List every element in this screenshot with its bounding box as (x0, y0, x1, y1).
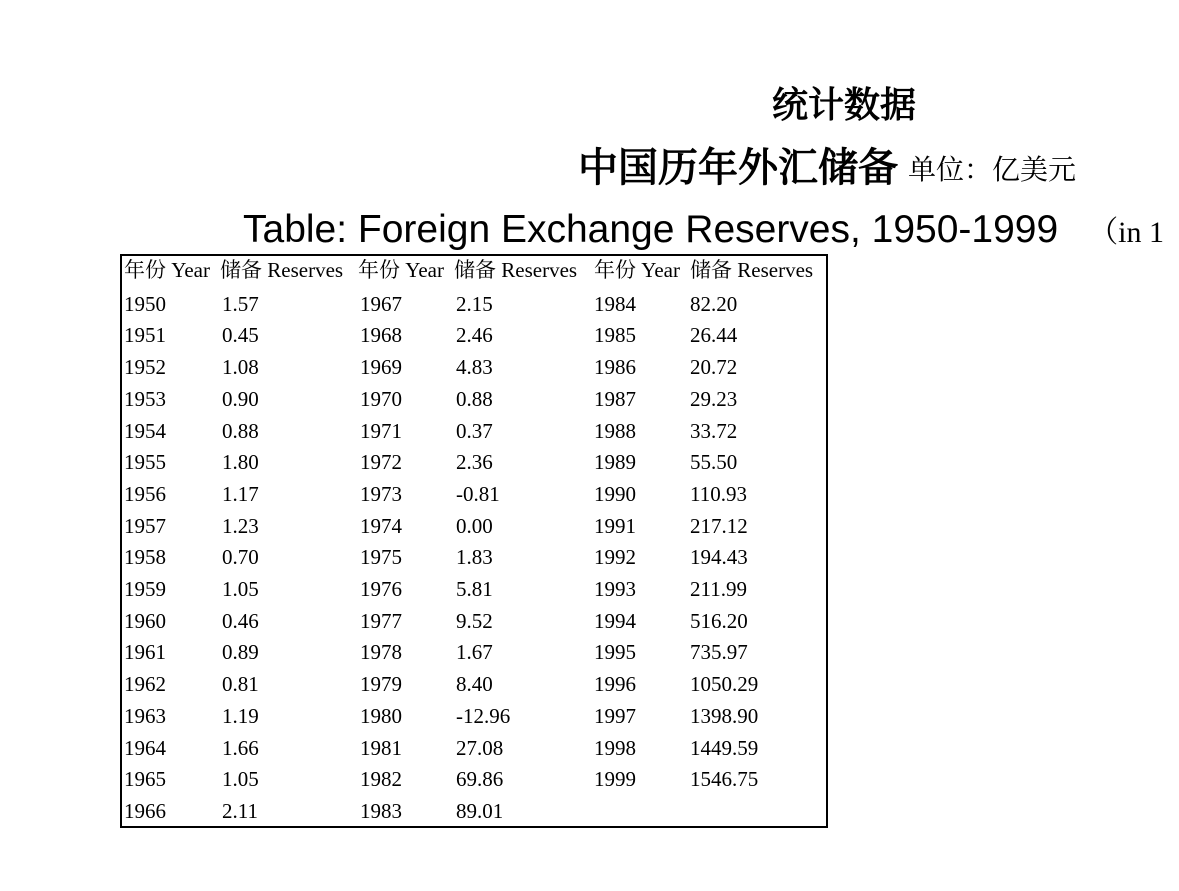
cell-reserves: 1.05 (222, 577, 259, 601)
table-row (122, 351, 826, 383)
cell-year: 1954 (124, 418, 166, 443)
cell-year: 1974 (360, 513, 402, 538)
cell-year: 1980 (360, 703, 402, 728)
cell-reserves: 82.20 (690, 291, 738, 316)
cell-reserves: 1.66 (222, 735, 259, 760)
table-header-row (122, 256, 826, 288)
cell-reserves: 516.20 (690, 608, 748, 633)
cell-reserves: 1.80 (222, 450, 259, 475)
cell-reserves: 8.40 (456, 672, 493, 697)
table-row (122, 446, 826, 478)
cell-year: 1970 (360, 386, 402, 411)
cell-year: 1979 (360, 672, 402, 697)
cell-year: 1975 (360, 545, 402, 570)
cell-reserves: 110.93 (690, 481, 747, 506)
table-row (122, 510, 826, 542)
cell-year: 1966 (124, 798, 166, 823)
cell-reserves: 1.05 (222, 767, 259, 792)
cell-reserves: -12.96 (456, 703, 511, 728)
cell-year: 1997 (594, 703, 636, 728)
page-subheading: 中国历年外汇储备 (578, 145, 898, 191)
table-row (122, 605, 826, 637)
cell-reserves: 2.15 (456, 291, 493, 316)
cell-year: 1986 (594, 355, 636, 380)
cell-year: 1982 (360, 767, 402, 792)
cell-reserves: 1.57 (222, 291, 259, 316)
cell-reserves: 1398.90 (690, 703, 759, 728)
table-row (122, 732, 826, 764)
cell-reserves: 1546.75 (690, 767, 759, 792)
table-row (122, 636, 826, 668)
cell-reserves: 29.23 (690, 386, 738, 411)
reserves-table (120, 254, 828, 828)
cell-reserves: 5.81 (456, 577, 493, 601)
table-row (122, 415, 826, 447)
cell-reserves: 2.36 (456, 450, 493, 475)
english-title-row (243, 206, 1164, 257)
cell-year: 1963 (124, 703, 166, 728)
cell-year: 1969 (360, 355, 402, 380)
cell-year: 1973 (360, 481, 402, 506)
cell-year: 1996 (594, 672, 636, 697)
cell-reserves: 1.23 (222, 513, 259, 538)
cell-year: 1998 (594, 735, 636, 760)
column-header-reserves: 储备 Reserves (690, 258, 814, 282)
table-row (122, 668, 826, 700)
cell-year: 1965 (124, 767, 166, 792)
cell-year: 1977 (360, 608, 402, 633)
cell-reserves: 1.19 (222, 703, 259, 728)
cell-reserves: 0.90 (222, 386, 259, 411)
subtitle-row (578, 142, 1076, 194)
table-row (122, 478, 826, 510)
cell-reserves: 735.97 (690, 640, 748, 665)
english-title: Table: Foreign Exchange Reserves, 1950-1999 (243, 208, 1059, 251)
cell-reserves: 69.86 (456, 767, 504, 792)
cell-year: 1957 (124, 513, 166, 538)
cell-year: 1987 (594, 386, 636, 411)
cell-reserves: 0.37 (456, 418, 493, 443)
cell-year: 1995 (594, 640, 636, 665)
cell-year: 1983 (360, 798, 402, 823)
cell-reserves: 194.43 (690, 545, 748, 570)
cell-year: 1964 (124, 735, 166, 760)
cell-reserves: 0.88 (222, 418, 259, 443)
column-header-reserves: 储备 Reserves (454, 258, 578, 282)
cell-year: 1971 (360, 418, 402, 443)
cell-year: 1988 (594, 418, 636, 443)
cell-year: 1994 (594, 608, 636, 633)
cell-year: 1967 (360, 291, 402, 316)
cell-reserves: 26.44 (690, 323, 738, 348)
column-header-year: 年份 Year (124, 258, 210, 282)
cell-year: 1978 (360, 640, 402, 665)
column-header-year: 年份 Year (594, 258, 680, 282)
cell-reserves: 20.72 (690, 355, 738, 380)
table-row (122, 700, 826, 732)
column-header-year: 年份 Year (358, 258, 444, 282)
cell-year: 1955 (124, 450, 166, 475)
cell-reserves: 1050.29 (690, 672, 759, 697)
cell-year: 1990 (594, 481, 636, 506)
table-row (122, 763, 826, 795)
cell-reserves: 1.08 (222, 355, 259, 380)
cell-year: 1993 (594, 577, 636, 601)
cell-reserves: 0.70 (222, 545, 259, 570)
cell-reserves: 2.11 (222, 798, 258, 823)
unit-label: 单位：亿美元 (908, 153, 1077, 186)
cell-year: 1958 (124, 545, 166, 570)
table-row (122, 288, 826, 320)
cell-year: 1962 (124, 672, 166, 697)
cell-year: 1991 (594, 513, 636, 538)
cell-year: 1985 (594, 323, 636, 348)
cell-reserves: 1.17 (222, 481, 259, 506)
table-row (122, 573, 826, 605)
cell-reserves: 0.45 (222, 323, 259, 348)
cell-year: 1989 (594, 450, 636, 475)
page-heading: 统计数据 (772, 85, 917, 126)
cell-year: 1992 (594, 545, 636, 570)
cell-year: 1999 (594, 767, 636, 792)
cell-reserves: 0.00 (456, 513, 493, 538)
cell-reserves: 27.08 (456, 735, 504, 760)
cell-reserves: 33.72 (690, 418, 738, 443)
english-title-note: （in 1 (1088, 216, 1165, 249)
cell-reserves: 2.46 (456, 323, 493, 348)
table-row (122, 319, 826, 351)
cell-reserves: 9.52 (456, 608, 493, 633)
cell-reserves: 1449.59 (690, 735, 759, 760)
cell-year: 1960 (124, 608, 166, 633)
cell-year: 1959 (124, 577, 166, 601)
cell-reserves: 89.01 (456, 798, 504, 823)
cell-year: 1981 (360, 735, 402, 760)
cell-year: 1984 (594, 291, 636, 316)
table-row (122, 383, 826, 415)
cell-year: 1951 (124, 323, 166, 348)
cell-reserves: 0.89 (222, 640, 259, 665)
cell-year: 1952 (124, 355, 166, 380)
cell-reserves: 55.50 (690, 450, 738, 475)
cell-reserves: 4.83 (456, 355, 493, 380)
cell-reserves: 211.99 (690, 577, 747, 601)
table-row (122, 795, 826, 827)
cell-reserves: 0.81 (222, 672, 259, 697)
column-header-reserves: 储备 Reserves (220, 258, 344, 282)
cell-year: 1956 (124, 481, 166, 506)
cell-reserves: 1.83 (456, 545, 493, 570)
table-row (122, 541, 826, 573)
cell-year: 1968 (360, 323, 402, 348)
cell-year: 1972 (360, 450, 402, 475)
cell-reserves: 0.46 (222, 608, 259, 633)
cell-reserves: -0.81 (456, 481, 500, 506)
cell-year: 1976 (360, 577, 402, 601)
cell-reserves: 217.12 (690, 513, 748, 538)
cell-reserves: 1.67 (456, 640, 493, 665)
cell-year: 1961 (124, 640, 166, 665)
cell-reserves: 0.88 (456, 386, 493, 411)
cell-year: 1953 (124, 386, 166, 411)
cell-year: 1950 (124, 291, 166, 316)
